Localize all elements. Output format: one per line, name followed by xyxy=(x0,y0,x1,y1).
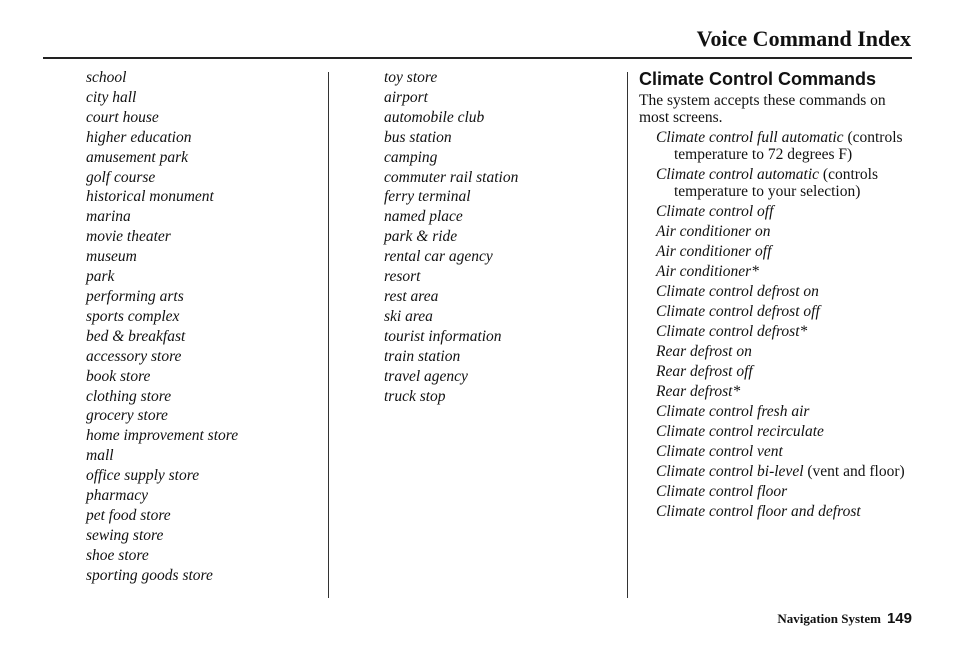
command-item xyxy=(639,223,914,240)
list-item: city hall xyxy=(86,88,137,106)
list-item: automobile club xyxy=(384,108,485,126)
page-number: 149 xyxy=(886,610,912,627)
destination-list-column-2 xyxy=(384,68,518,406)
list-item: toy store xyxy=(384,69,438,86)
page-footer xyxy=(777,610,912,628)
list-item: sporting goods store xyxy=(86,566,213,584)
command-item xyxy=(639,443,914,460)
list-item: truck stop xyxy=(384,387,446,405)
list-item: grocery store xyxy=(86,407,168,425)
list-item: school xyxy=(86,69,127,86)
list-item: higher education xyxy=(86,128,192,146)
command-item xyxy=(639,483,914,500)
command-name: Rear defrost* xyxy=(656,383,741,400)
command-item xyxy=(639,263,914,280)
command-name: Climate control defrost off xyxy=(656,303,820,320)
column-divider-1 xyxy=(328,72,329,598)
command-item xyxy=(639,243,914,260)
command-name: Climate control defrost* xyxy=(656,323,808,340)
list-item: golf course xyxy=(86,168,156,186)
command-name: Climate control automatic xyxy=(656,166,820,183)
command-name: Air conditioner on xyxy=(656,223,771,240)
footer-label: Navigation System xyxy=(777,611,881,626)
list-item: performing arts xyxy=(86,287,184,305)
section-title: Climate Control Commands xyxy=(639,69,877,89)
command-note: (controls temperature to your selection) xyxy=(674,166,879,200)
list-item: ferry terminal xyxy=(384,188,471,206)
list-item: amusement park xyxy=(86,148,189,166)
command-name: Climate control recirculate xyxy=(656,423,824,440)
section-intro: The system accepts these commands on most screens. xyxy=(639,92,886,126)
list-item: historical monument xyxy=(86,188,214,206)
command-note: (vent and floor) xyxy=(807,463,905,480)
command-note: (controls temperature to 72 degrees F) xyxy=(674,129,903,163)
list-item: pet food store xyxy=(86,506,171,524)
list-item: office supply store xyxy=(86,467,200,485)
command-item xyxy=(639,283,914,300)
command-item xyxy=(639,303,914,320)
list-item: tourist information xyxy=(384,327,502,345)
command-item xyxy=(639,166,914,200)
header-divider xyxy=(43,57,912,59)
command-name: Climate control vent xyxy=(656,443,783,460)
list-item: clothing store xyxy=(86,387,172,405)
list-item: sewing store xyxy=(86,526,164,544)
command-item xyxy=(639,463,914,480)
command-item xyxy=(639,403,914,420)
list-item: bed & breakfast xyxy=(86,327,186,345)
command-name: Climate control defrost on xyxy=(656,283,819,300)
list-item: shoe store xyxy=(86,546,149,564)
command-name: Rear defrost off xyxy=(656,363,753,380)
command-name: Climate control fresh air xyxy=(656,403,810,420)
command-item xyxy=(639,203,914,220)
list-item: bus station xyxy=(384,128,452,146)
list-item: camping xyxy=(384,148,438,166)
list-item: ski area xyxy=(384,307,433,325)
list-item: museum xyxy=(86,248,137,266)
command-name: Air conditioner* xyxy=(656,263,759,280)
list-item: resort xyxy=(384,268,421,286)
list-item: airport xyxy=(384,88,428,106)
command-list xyxy=(639,129,914,520)
command-item xyxy=(639,363,914,380)
list-item: marina xyxy=(86,208,131,226)
list-item: park & ride xyxy=(384,228,458,246)
list-item: travel agency xyxy=(384,367,468,385)
command-name: Air conditioner off xyxy=(656,243,772,260)
command-name: Climate control full automatic xyxy=(656,129,844,146)
column-divider-2 xyxy=(627,72,628,598)
list-item: book store xyxy=(86,367,151,385)
command-item xyxy=(639,323,914,340)
list-item: sports complex xyxy=(86,307,180,325)
list-item: train station xyxy=(384,347,461,365)
list-item: accessory store xyxy=(86,347,182,365)
command-name: Climate control floor and defrost xyxy=(656,503,861,520)
list-item: mall xyxy=(86,447,114,465)
list-item: pharmacy xyxy=(86,487,148,505)
command-item xyxy=(639,383,914,400)
command-item xyxy=(639,423,914,440)
page-title: Voice Command Index xyxy=(696,26,911,51)
command-item xyxy=(639,503,914,520)
command-item xyxy=(639,343,914,360)
list-item: park xyxy=(86,268,115,286)
list-item: movie theater xyxy=(86,228,171,246)
command-name: Climate control bi-level xyxy=(656,463,804,480)
destination-list-column-1 xyxy=(86,68,238,586)
list-item: rest area xyxy=(384,287,439,305)
command-name: Rear defrost on xyxy=(656,343,752,360)
list-item: rental car agency xyxy=(384,248,493,266)
command-name: Climate control floor xyxy=(656,483,788,500)
list-item: commuter rail station xyxy=(384,168,519,186)
command-name: Climate control off xyxy=(656,203,774,220)
list-item: home improvement store xyxy=(86,427,239,445)
climate-control-section xyxy=(639,68,914,520)
list-item: named place xyxy=(384,208,463,226)
list-item: court house xyxy=(86,108,159,126)
command-item xyxy=(639,129,914,163)
